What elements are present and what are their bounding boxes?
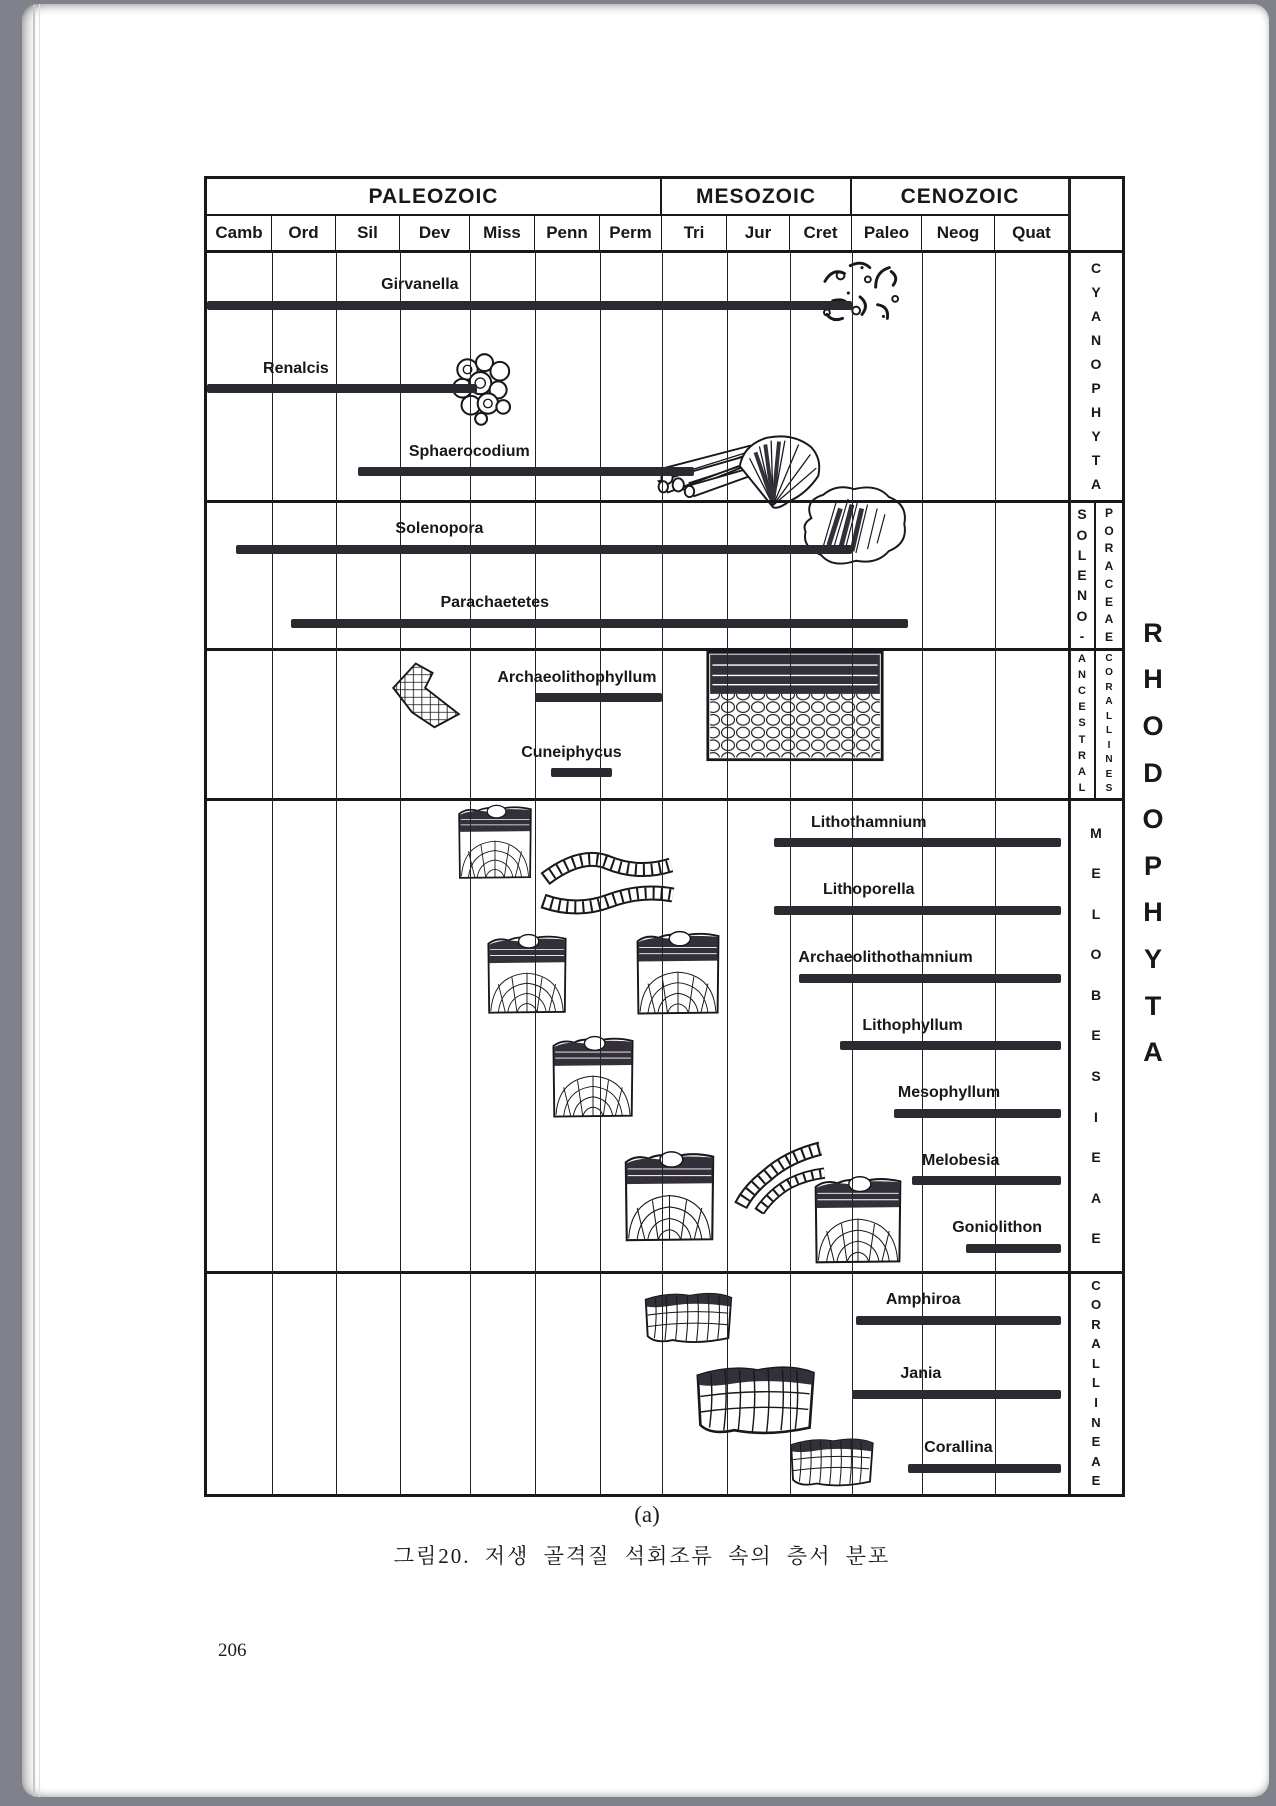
family-letter: E (1091, 1149, 1101, 1166)
family-letter: C (1078, 685, 1086, 698)
family-cell-melobesieae (1068, 799, 1122, 1272)
family-letter: O (1090, 356, 1102, 372)
family-letter: L (1092, 1375, 1100, 1391)
family-letter: S (1077, 506, 1087, 523)
family-letter: O (1090, 946, 1102, 963)
range-bar-lithoporella (774, 906, 1060, 915)
period-cell-cret: Cret (790, 215, 852, 251)
phylum-letter: Y (1143, 944, 1162, 974)
period-cell-sil: Sil (336, 215, 400, 251)
family-letter: E (1105, 768, 1113, 780)
family-cell-soleno- (1068, 501, 1094, 649)
family-letter: R (1078, 749, 1086, 762)
family-letter: N (1090, 332, 1102, 348)
book-page (22, 4, 1269, 1797)
family-letter: I (1107, 739, 1111, 751)
period-cell-ord: Ord (272, 215, 336, 251)
family-letter: A (1091, 1453, 1101, 1469)
taxon-label-sphaerocodium: Sphaerocodium (408, 442, 530, 460)
family-letter: A (1078, 653, 1086, 666)
family-letter: O (1076, 607, 1088, 624)
range-bar-lithothamnium (774, 838, 1060, 847)
range-bar-goniolithon (966, 1244, 1061, 1253)
column-grid-line (600, 251, 601, 1494)
family-letter: C (1091, 1277, 1101, 1293)
family-letter: A (1091, 1336, 1101, 1352)
page-number: 206 (218, 1640, 247, 1661)
range-bar-corallina (908, 1464, 1061, 1473)
period-cell-miss: Miss (470, 215, 535, 251)
taxon-label-archaeolithophyllum: Archaeolithophyllum (497, 668, 657, 686)
period-cell-neog: Neog (922, 215, 995, 251)
family-letter: E (1077, 567, 1087, 583)
column-grid-line (535, 251, 536, 1494)
family-cell-poraceae (1094, 501, 1122, 649)
taxon-label-jania: Jania (900, 1365, 942, 1383)
taxon-label-mesophyllum: Mesophyllum (897, 1084, 1001, 1102)
family-letter: H (1090, 404, 1102, 420)
range-bar-parachaetetes (291, 619, 908, 628)
band-divider-4 (207, 1271, 1122, 1274)
family-letter: E (1104, 594, 1113, 609)
taxon-label-cuneiphycus: Cuneiphycus (521, 743, 622, 761)
era-period-divider (207, 214, 1068, 216)
column-grid-line (470, 251, 471, 1494)
taxon-label-girvanella: Girvanella (381, 276, 459, 294)
family-letter: M (1090, 824, 1102, 841)
period-cell-quat: Quat (1012, 223, 1051, 242)
family-letter: P (1104, 505, 1113, 520)
family-letter: Y (1091, 428, 1101, 444)
family-letter: E (1091, 865, 1101, 882)
range-bar-cuneiphycus (551, 768, 612, 777)
band-divider-1 (207, 500, 1122, 503)
stratigraphic-chart (22, 4, 1269, 1797)
period-cell-paleo: Paleo (852, 215, 922, 251)
family-letter: A (1078, 765, 1086, 778)
phylum-letter: H (1143, 897, 1163, 928)
family-letter: I (1094, 1108, 1098, 1125)
family-letter: C (1090, 260, 1102, 276)
family-cell-cyanophyta (1068, 251, 1122, 501)
family-letter: O (1076, 526, 1088, 543)
column-grid-line (272, 251, 273, 1494)
taxon-label-lithoporella: Lithoporella (822, 881, 915, 899)
range-bar-sphaerocodium (358, 467, 694, 476)
family-letter: A (1090, 476, 1102, 492)
table-frame (204, 176, 1125, 1497)
family-letter: E (1091, 1027, 1101, 1044)
range-bar-amphiroa (856, 1316, 1061, 1325)
family-letter: N (1091, 1414, 1101, 1430)
family-letter: I (1094, 1395, 1098, 1411)
column-grid-line (790, 251, 791, 1494)
phylum-letter: A (1143, 1037, 1163, 1068)
family-letter: Y (1091, 284, 1101, 300)
taxon-label-archaeolithothamnium: Archaeolithothamnium (798, 949, 973, 967)
family-letter: T (1078, 733, 1086, 746)
range-bar-jania (852, 1390, 1061, 1399)
family-letter: N (1076, 587, 1088, 604)
family-letter: L (1105, 725, 1113, 737)
family-letter: A (1104, 559, 1114, 574)
family-letter: C (1104, 576, 1114, 591)
range-bar-solenopora (236, 545, 852, 554)
taxon-label-solenopora: Solenopora (395, 520, 484, 538)
family-letter: N (1078, 669, 1086, 682)
taxon-label-lithophyllum: Lithophyllum (862, 1016, 963, 1034)
family-cell-ancestral (1068, 649, 1094, 799)
family-cell-corallineae (1068, 1272, 1122, 1494)
family-letter: L (1105, 710, 1113, 722)
range-bar-lithophyllum (840, 1041, 1061, 1050)
phylum-letter: O (1142, 804, 1164, 835)
range-bar-archaeolithothamnium (799, 974, 1060, 983)
family-cell-corallines (1094, 649, 1122, 799)
period-cell-dev: Dev (400, 215, 470, 251)
range-bar-girvanella (207, 301, 852, 310)
family-letter: L (1091, 905, 1101, 922)
column-grid-line (727, 251, 728, 1494)
family-letter: T (1091, 452, 1101, 468)
family-letter: C (1105, 652, 1113, 664)
range-bar-renalcis (207, 384, 477, 393)
family-letter: O (1104, 523, 1114, 538)
family-letter: N (1105, 754, 1113, 766)
family-letter: L (1077, 546, 1087, 563)
family-letter: R (1104, 541, 1114, 556)
family-letter: E (1091, 1434, 1101, 1450)
family-letter: A (1090, 1189, 1102, 1206)
taxon-label-parachaetetes: Parachaetetes (440, 594, 549, 612)
family-letter: O (1105, 667, 1113, 679)
period-cell-penn: Penn (535, 215, 600, 251)
phylum-letter: D (1143, 757, 1163, 788)
family-letter: B (1090, 986, 1102, 1003)
family-letter: A (1104, 612, 1114, 627)
column-grid-line (336, 251, 337, 1494)
era-cell-mesozoic: MESOZOIC (662, 179, 852, 215)
range-bar-melobesia (912, 1176, 1061, 1185)
taxon-label-renalcis: Renalcis (263, 359, 329, 377)
phylum-letter: O (1142, 710, 1164, 741)
column-grid-line (852, 251, 853, 1494)
family-letter: O (1090, 1297, 1102, 1313)
family-letter: E (1091, 1230, 1101, 1247)
band-divider-2 (207, 648, 1122, 651)
column-grid-line (400, 251, 401, 1494)
phylum-label-rhodophyta (1124, 602, 1182, 1084)
taxon-label-amphiroa: Amphiroa (885, 1291, 961, 1309)
phylum-letter: T (1144, 990, 1162, 1021)
range-bar-archaeolithophyllum (535, 693, 662, 702)
taxon-label-lithothamnium: Lithothamnium (810, 813, 927, 831)
family-letter: A (1105, 696, 1113, 708)
family-letter: A (1090, 308, 1102, 324)
family-letter: L (1092, 1355, 1100, 1371)
figure-caption: 그림20. 저생 골격질 석회조류 속의 층서 분포 (393, 1544, 891, 1568)
figure-marker: (a) (634, 1502, 660, 1527)
family-letter: P (1091, 380, 1101, 396)
phylum-letter: R (1143, 617, 1163, 648)
period-cell-jur: Jur (727, 215, 790, 251)
family-letter: E (1078, 701, 1086, 714)
band-divider-3 (207, 798, 1122, 801)
era-cell-cenozoic: CENOZOIC (900, 185, 1020, 208)
family-letter: E (1091, 1473, 1101, 1489)
phylum-letter: P (1143, 850, 1162, 881)
phylum-letter: H (1143, 664, 1163, 695)
taxon-label-corallina: Corallina (924, 1439, 993, 1457)
era-cell-paleozoic: PALEOZOIC (207, 179, 662, 215)
family-letter: L (1078, 781, 1086, 794)
column-grid-line (662, 251, 663, 1494)
family-letter: - (1079, 627, 1085, 644)
family-letter: R (1105, 681, 1113, 693)
taxon-label-melobesia: Melobesia (922, 1151, 1000, 1169)
family-letter: S (1078, 717, 1086, 730)
period-cell-perm: Perm (600, 215, 662, 251)
column-grid-line (995, 251, 996, 1494)
period-cell-tri: Tri (662, 215, 727, 251)
range-bar-mesophyllum (894, 1109, 1061, 1118)
family-letter: S (1091, 1068, 1101, 1085)
family-letter: R (1091, 1316, 1101, 1332)
period-cell-camb: Camb (207, 215, 272, 251)
header-bottom-rule (207, 250, 1122, 253)
family-letter: S (1105, 783, 1113, 795)
taxon-label-goniolithon: Goniolithon (952, 1219, 1042, 1237)
family-letter: E (1104, 630, 1113, 645)
